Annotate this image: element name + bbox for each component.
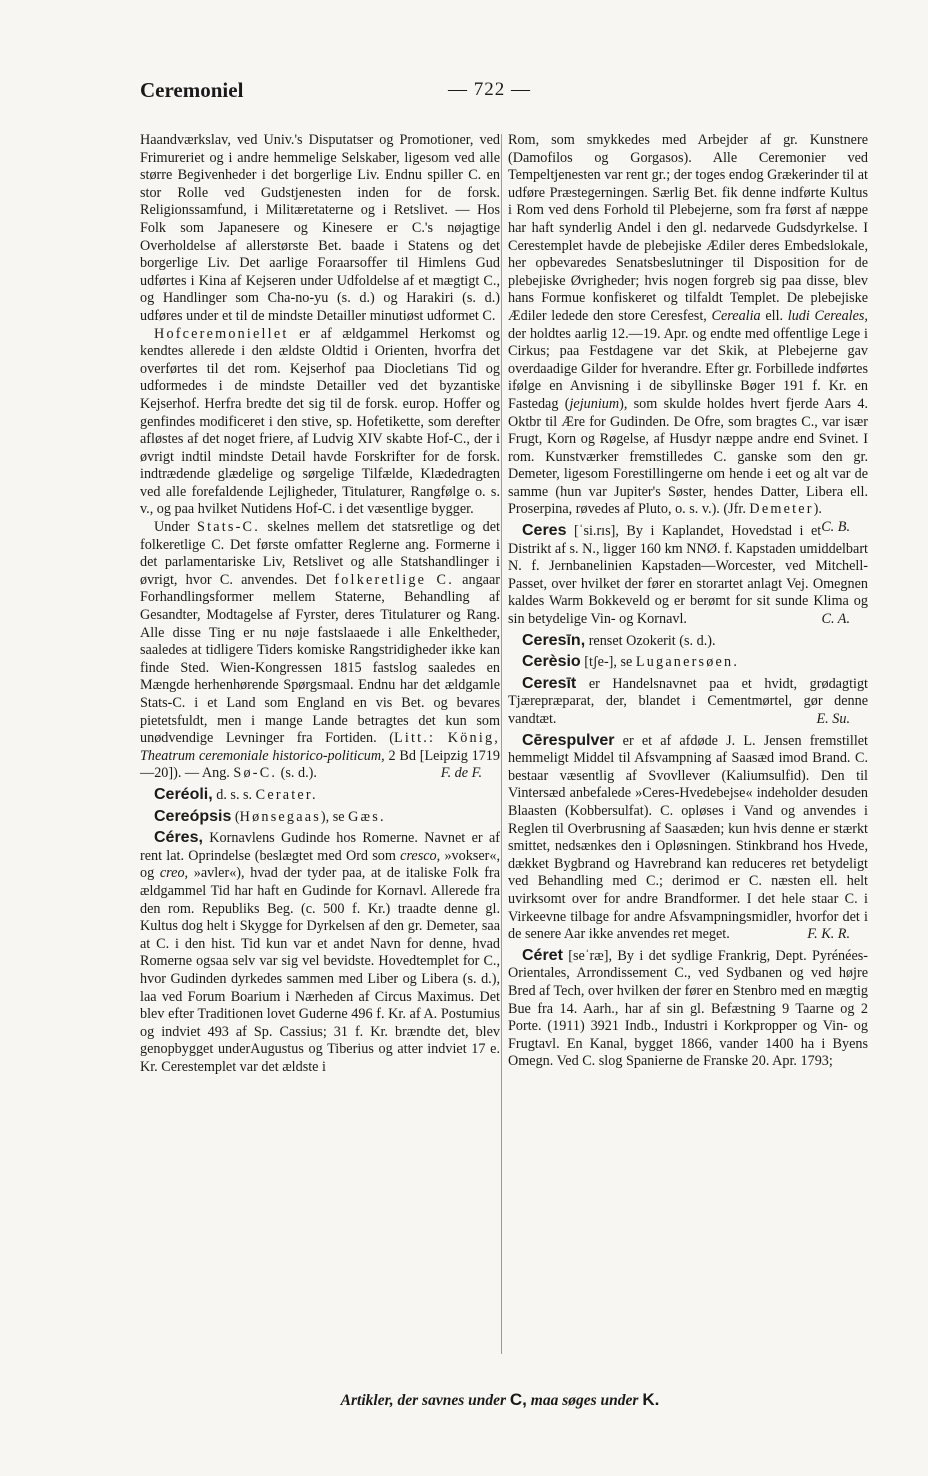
entry-ceresit: Ceresīt er Handelsnavnet paa et hvidt, grødagtigt Tjærepræparat, der, blandet i Cementmørtel, gør denne vandtæt. E. Su.: [508, 674, 868, 727]
right-column: [508, 132, 868, 1071]
entry-ceresio: Cerèsio [tʃe-], se Luganersøen.: [522, 653, 740, 671]
signature: F. de F.: [440, 765, 482, 782]
entry-ceres-town: Ceres [ˈsi.rıs], By i Kaplandet, Hovedstad i et Distrikt af s. N., ligger 160 km NNØ. f. Kapstaden umiddelbart N. f. Jernbanelinien Kapstaden—Worcester, ved Mitchell-Passet, over hvilket der fører en storartet anlagt Vej. Omegnen kaldes Warm Bokkeveld og er berømt for sit sunde Klima og sin betydelige Vin- og Kornavl. C. A.: [508, 522, 868, 628]
paragraph-stats-c: Under Stats-C. skelnes mellem det statsretlige og det folkeretlige C. Det første omfatter Reglerne ang. Formerne i det parlamentariske Liv, Retslivet og alle Statshandlinger i øvrigt, hvor C. anvendes. Det folkeretlige C. angaar Forhandlingsformer mellem Staterne, Behandling af Gesandter, Modtagelse af Fyrster, deres Titulaturer og Rang. Alle disse Ting er nu nøje fastslaaede i alle Enkeltheder, saaledes at tidligere Tiders komiske Rangstridigheder ikke kan finde Sted. Wien-Kongressen 1815 fastslog saaledes en Mængde herhenhørende Spørgsmaal. Endnu har det ældgamle Stats-C. i et Land som England en vis Bet. og bevares pietetsfuldt, men i mange Lande betragtes det kun som unødvendige Levninger fra Fortiden. (Litt.: König, Theatrum ceremoniale historico-politicum, 2 Bd [Leipzig 1719—20]). — Ang. Sø-C. (s. d.). F. de F.: [140, 519, 501, 782]
running-head: Ceremoniel: [140, 78, 244, 102]
headword: Ceres: [522, 522, 567, 540]
signature: E. Su.: [816, 711, 850, 727]
headword: Ceréoli,: [154, 785, 213, 803]
entry-ceret: Céret [seˈræ], By i det sydlige Frankrig, Dept. Pyrénées-Orientales, Arrondissement C., ved Sydbanen og ved højre Bred af Tech, over hvilken der fører en Stenbro med en mægtig Bue fra 14. Aarh., har af sin gl. Befæstning 9 Taarne og 2 Porte. (1911) 3921 Indb., Industri i Korkpropper og Vin- og Frugtavl. En Kanal, bygget 1866, vander 1400 ha i Byens Omegn. Ved C. slog Spanierne de Franske 20. Apr. 1793;: [508, 946, 868, 1070]
entry-ceres-goddess: Céres, Kornavlens Gudinde hos Romerne. Navnet er af rent lat. Oprindelse (beslægtet med Ord som cresco, »vokser«, og creo, »avler«), hvad der tyder paa, at de italiske Folk fra ældgammel Tid har haft en Gudinde for Kornavl. Allerede fra den rom. Republiks Beg. (c. 500 f. Kr.) traadte denne gl. Kultus dog helt i Skygge for Dyrkelsen af den gr. Demeter, saa at C. i den hist. Tid kun var et andet Navn for denne, hvad Romerne ogsaa selv var sig vel bevidste. Hovedtemplet for C., hvor Gudinden dyrkedes sammen med Liber og Libera (s. d.), laa ved Forum Boarium i Nærheden af Circus Maximus. Det blev efter Traditionen lovet Guderne 496 f. Kr. af A. Postumius og indviet 493 af Sp. Cassius; 31 f. Kr. brændte det, blev genopbygget underAugustus og Tiberius og atter indviet 17 e. Kr. Cerestemplet var det ældste i: [140, 829, 501, 1075]
headword: Ceresīt: [522, 674, 577, 692]
paragraph-ceremoniel-continued: Haandværkslav, ved Univ.'s Disputatser og Promotioner, ved Frimureriet og i andre hemmelige Selskaber, ligesom ved alle større Begivenheder i det borgerlige Liv. Endnu spiller C. en stor Rolle ved Gudstjenesten inden for de forsk. Religionssamfund, i Militæretaterne og i Retslivet. — Hos Folk som Japanesere og Kinesere er C.'s nøjagtige Overholdelse af allerstørste Bet. baade i Statens og det borgerlige Liv. Det aarlige Foraarsoffer til Himlens Gud udførtes i Kina af Kejseren under Udfoldelse af et mægtigt C., og Handlinger som Cha-no-yu (s. d.) og Harakiri (s. d.) udføres under et til de mindste Detailler minutiøst udformet C.: [140, 132, 500, 324]
page-header: [140, 78, 860, 108]
paragraph-ceres-continued: Rom, som smykkedes med Arbejder af gr. Kunstnere (Damofilos og Gorgasos). Alle Ceremonier ved Tempeltjenesten var rent gr.; der toges endog Grækerinder til at udføre Præstegerningen. Særlig Bet. fik denne indførte Kultus i Rom ved dens Forhold til Plebejerne, som fra først af næppe har haft synderlig Andel i den gl. nedarvede Gudsdyrkelse. I Cerestemplet havde de plebejiske Ædiler deres Embedslokale, her opbevaredes Senatsbeslutninger til Disposition for de plebejiske Øvrigheder; hvis nogen forgreb sig paa disse, blev hans Formue konfiskeret og tilfaldt Templet. De plebejiske Ædiler ledede den store Ceresfest, Cerealia ell. ludi Cereales, der holdtes aarlig 12.—19. Apr. og endte med offentlige Lege i Cirkus; paa Festdagene var det Skik, at Plebejerne gav overdaadige Gilder for hverandre. Efter gr. Forbillede indførtes ifølge en Anvisning i de sibyllinske Bøger 191 f. Kr. en Fastedag (jejunium), som skulde holdes hvert fjerde Aars 4. Oktbr til Ære for Gudinden. De Ofre, som bragtes C., var især Frugt, Korn og Røgelse, af Husdyr næppe andre end Svinet. I rom. Kunstværker fremstilledes C. ganske som den gr. Demeter, ligesom Forestillingerne om hende i eet og alt var de samme (hun var Jupiter's Søster, hendes Datter, Libera ell. Proserpina, røvedes af Pluto, o. s. v.). (Jfr. Demeter). C. B.: [508, 132, 868, 536]
signature: C. A.: [821, 611, 850, 628]
footer-note: Artikler, der savnes under C, maa søges under K.: [340, 1390, 660, 1409]
signature: C. B.: [821, 519, 850, 536]
headword: Céret: [522, 946, 563, 964]
paragraph-hofceremoniel: Hofceremoniellet er af ældgammel Herkomst og kendtes allerede i den ældste Oldtid i Orienten, hvorfra det overførtes til det rom. Kejserhof paa Diocletians Tid og udformedes i de mindste Detailler ved det byzantiske Kejserhof. Herfra bredte det sig til de forsk. europ. Hoffer og genfindes modificeret i den stive, sp. Hofetikette, som derefter afløstes af det noget friere, af Ludvig XIV skabte Hof-C., der i øvrigt indtil mindste Detail havde Forskrifter for de forsk. indtrædende glædelige og sørgelige Tilfælde, Klædedragten ved alle forefaldende Lejligheder, Titulaturer, Rangfølge o. s. v., og paa hvilket Nutidens Hof-C. i det væsentlige bygger.: [140, 325, 500, 518]
headword: Cērespulver: [522, 731, 615, 749]
entry-cereoli: Ceréoli, d. s. s. Cerater.: [154, 785, 318, 803]
entry-cereopsis: Cereópsis (Hønsegaas), se Gæs.: [154, 807, 386, 825]
headword: Céres,: [154, 829, 203, 847]
headword: Cereópsis: [154, 807, 232, 825]
page-number: — 722 —: [448, 79, 531, 100]
headword: Cerèsio: [522, 653, 581, 671]
signature: F. K. R.: [807, 926, 850, 943]
column-divider: [501, 134, 502, 1354]
entry-ceresin: Ceresīn, renset Ozokerit (s. d.).: [522, 631, 716, 649]
headword: Ceresīn,: [522, 631, 586, 649]
entry-cerespulver: Cērespulver er et af afdøde J. L. Jensen fremstillet hemmeligt Middel til Afsvampning af Saasæd imod Brand. C. bestaar væsentlig af Svovllever (Kaliumsulfid). Den til Vintersæd anbefalede »Ceres-Hvedebejse« indeholder desuden Blaasten (Kobbersulfat). C. opløses i Vand og anvendes i Reglen til Overbrusning af Saasæden; kun hvis denne er stærkt smittet, nedsænkes den i Opløsningen. Stinkbrand hos Hvede, dækket Bygbrand og Havrebrand kan reduceres ret betydeligt ved Behandling med C.; derimod er C. næsten ell. helt uvirksomt over for andre Brandformer. I det hele staar C. i Virkeevne tilbage for andre Afsvampningsmidler, hvorfor det i de senere Aar ikke anvendes ret meget. F. K. R.: [508, 731, 868, 943]
left-column: [140, 132, 500, 1076]
